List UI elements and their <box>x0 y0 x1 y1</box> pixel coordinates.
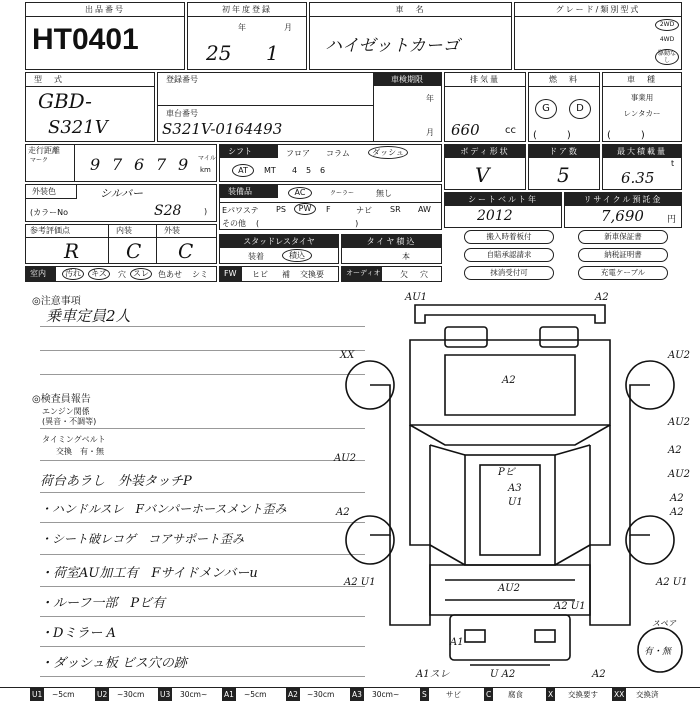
equipment-label: 装備品 <box>220 185 278 198</box>
damage-mark: AU2 <box>668 417 691 428</box>
mileage-digit: 6 <box>134 155 145 174</box>
damage-mark: U1 <box>508 497 523 508</box>
timing-belt-label: タイミングベルト <box>42 435 106 444</box>
studless-loaded: 積込 <box>282 249 312 262</box>
doc-cable: 充電ケーブル <box>578 266 668 280</box>
shift-floor: フロア <box>286 149 310 158</box>
usage-business: 事業用 <box>630 93 654 102</box>
shift-column: コラム <box>326 149 350 158</box>
legend-desc: ~30cm <box>307 690 335 699</box>
vehicle-damage-diagram <box>330 285 700 685</box>
usage-label: 車 種 <box>603 73 681 87</box>
damage-mark: AU1 <box>405 292 428 303</box>
model-type-box <box>25 72 155 142</box>
first-registration-box <box>187 2 307 70</box>
color-box <box>25 184 217 222</box>
model-type-label: 型 式 <box>26 73 154 87</box>
legend-desc: ~5cm <box>52 690 75 699</box>
equip-ps: PS <box>276 205 286 214</box>
equipment-box <box>219 184 442 230</box>
damage-mark: A2 <box>592 669 606 680</box>
damage-mark: A3 <box>508 483 522 494</box>
year-label: 年 <box>238 23 246 32</box>
model-name-label: 車 名 <box>310 3 511 17</box>
color-value: シルバー <box>100 187 143 200</box>
doc-warranty: 新車保証書 <box>578 230 668 244</box>
inspection-label: 車検期限 <box>373 73 441 86</box>
mileage-unit-km: km <box>200 166 211 174</box>
shift-dash: ダッシュ <box>368 146 408 159</box>
damage-mark: A2 <box>502 375 516 386</box>
legend-desc: サビ <box>446 690 461 699</box>
mileage-unit-miles: マイル <box>198 155 216 162</box>
usage-box <box>602 72 682 142</box>
doors-label: ドア数 <box>529 145 599 158</box>
legend-desc: 交換済 <box>636 690 659 699</box>
chassis-label: 車台番号 <box>166 109 198 118</box>
doc-cancel: 抹消受付可 <box>464 266 554 280</box>
engine-sub: (異音・不調等) <box>42 417 97 426</box>
body-type-value: V <box>475 163 490 187</box>
mileage-box <box>25 144 217 182</box>
cond-hole: 穴 <box>118 270 126 279</box>
legend-key: A3 <box>352 690 362 699</box>
exterior-label: 外装 <box>164 226 180 235</box>
max-load-label: 最大積載量 <box>603 145 681 158</box>
mileage-mark-label: マーク <box>30 157 49 164</box>
mileage-digit: 7 <box>156 155 167 174</box>
cond-stain: シミ <box>192 270 208 279</box>
damage-mark: A2 <box>336 507 350 518</box>
displacement-value: 660 <box>451 121 480 139</box>
studless-box <box>219 234 339 264</box>
cond-scratch: キズ <box>88 268 110 280</box>
fuel-box <box>528 72 600 142</box>
max-load-box <box>602 144 682 190</box>
recycle-value: 7,690 <box>601 207 644 225</box>
audio-box <box>341 266 442 282</box>
legend-key: U1 <box>32 690 43 699</box>
fuel-gasoline: G <box>535 99 557 119</box>
equip-ac: AC <box>288 187 312 199</box>
fw-label: FW <box>220 267 242 281</box>
max-load-value: 6.35 <box>621 169 655 187</box>
inspector-line: ・Dミラー A <box>40 626 116 641</box>
inspector-line: ・シート破レコゲ コアサポート歪み <box>40 532 245 546</box>
belt-year-label: シートベルト年 <box>445 193 561 206</box>
doc-insurance: 自賠承認請求 <box>464 248 554 262</box>
first-reg-year: 25 <box>206 41 232 65</box>
interior-condition-box <box>25 266 217 282</box>
legend-desc: 30cm~ <box>372 690 400 699</box>
mileage-digit: 9 <box>90 155 101 174</box>
usage-rental: レンタカー <box>623 109 661 118</box>
exterior-score: C <box>178 239 194 263</box>
damage-mark: Pビ <box>498 467 515 478</box>
interior-label: 内装 <box>116 226 132 235</box>
tire-load-unit: 本 <box>402 252 410 261</box>
recycle-label: リサイクル預託金 <box>565 193 681 206</box>
recycle-unit: 円 <box>667 215 677 225</box>
lot-number: HT0401 <box>32 23 139 56</box>
spare-label: スペア <box>652 619 676 628</box>
equip-other-label: その他 <box>222 219 246 228</box>
interior-condition-label: 室内 <box>26 267 56 281</box>
mileage-digits <box>86 149 196 179</box>
shift-box <box>219 144 442 182</box>
damage-mark: A1スレ <box>416 669 450 680</box>
mileage-label: 走行距離 <box>28 146 60 155</box>
grade-label: グレード/類別型式 <box>515 3 681 17</box>
legend-desc: 交換要す <box>568 690 598 699</box>
fuel-label: 燃 料 <box>529 73 599 87</box>
displacement-box <box>444 72 526 142</box>
inspector-line: ・ハンドルスレ Fバンパーホースメント歪み <box>40 502 287 516</box>
equip-sr: SR <box>390 205 401 214</box>
model-type-code: S321V <box>48 117 108 138</box>
first-reg-month: 1 <box>266 41 279 65</box>
inspector-line: 荷台あラし 外装タッチP <box>40 474 192 489</box>
audio-hole: 穴 <box>420 270 428 279</box>
max-load-unit: t <box>671 159 675 168</box>
damage-mark: XX <box>340 350 355 361</box>
legend-key: C <box>486 690 492 699</box>
fw-crack: ヒビ <box>252 270 268 279</box>
damage-mark: AU2 <box>334 453 357 464</box>
damage-mark: AU2 <box>668 469 691 480</box>
audio-label: オーディオ <box>342 267 382 281</box>
equip-other-paren: ( ) <box>256 219 359 228</box>
body-type-label: ボディ形状 <box>445 145 525 158</box>
model-type-prefix: GBD- <box>38 89 92 113</box>
belt-year-box <box>444 192 562 228</box>
cond-dirt: 汚れ <box>62 268 84 280</box>
equip-eps: Eパワステ <box>222 206 259 215</box>
notes-text: 乗車定員2人 <box>46 307 131 325</box>
damage-mark: A2 <box>668 445 682 456</box>
notes-label: ◎注意事項 <box>32 296 81 307</box>
belt-year-value: 2012 <box>477 208 513 224</box>
equip-pw: PW <box>294 203 316 215</box>
fw-replace: 交換要 <box>300 270 324 279</box>
drive-2wd: 2WD <box>655 19 679 31</box>
registration-label: 登録番号 <box>166 75 198 84</box>
model-name-box <box>309 2 512 70</box>
inspection-month-label: 月 <box>426 128 434 137</box>
damage-mark: AU2 <box>498 583 521 594</box>
legend-desc: 腐食 <box>508 690 523 699</box>
damage-mark: A2 U1 <box>656 577 688 588</box>
fw-box <box>219 266 339 282</box>
inspector-label: ◎検査員報告 <box>32 394 91 405</box>
body-type-box <box>444 144 526 190</box>
model-name: ハイゼットカーゴ <box>325 36 460 56</box>
displacement-label: 排気量 <box>445 73 525 87</box>
lot-number-box <box>25 2 185 70</box>
ref-eval-score: R <box>64 239 80 263</box>
doc-tax: 納税証明書 <box>578 248 668 262</box>
legend-key: A1 <box>224 690 234 699</box>
damage-mark: A2 <box>670 493 684 504</box>
month-label: 月 <box>284 23 292 32</box>
audio-missing: 欠 <box>400 270 408 279</box>
inspector-line: ・ダッシュ板 ビス穴の跡 <box>40 656 187 671</box>
cond-fade: 色あせ <box>158 270 182 279</box>
studless-label: スタッドレスタイヤ <box>220 235 338 248</box>
mileage-digit: 7 <box>112 155 123 174</box>
usage-other: ( ) <box>607 130 645 141</box>
inspection-year-label: 年 <box>426 94 434 103</box>
drive-4wd: 4WD <box>659 36 675 43</box>
shift-label: シフト <box>220 145 278 158</box>
damage-mark: A1 <box>450 637 464 648</box>
registration-box <box>157 72 442 142</box>
fw-repair: 補 <box>282 270 290 279</box>
equip-f: F <box>326 205 331 214</box>
shift-at: AT <box>232 164 254 177</box>
color-label: 外装色 <box>32 187 56 196</box>
color-code-label: (カラーNo <box>30 208 68 217</box>
spare-value: 有・無 <box>644 647 672 657</box>
cond-wear: スレ <box>130 268 152 280</box>
legend-desc: 30cm~ <box>180 690 208 699</box>
shift-4: 4 <box>292 166 298 175</box>
mileage-digit: 9 <box>178 155 189 174</box>
equip-navi: ナビ <box>356 206 372 215</box>
equip-none: 無し <box>376 189 392 198</box>
damage-mark: A2 U1 <box>344 577 376 588</box>
damage-mark: AU2 <box>668 350 691 361</box>
legend-desc: ~5cm <box>244 690 267 699</box>
tire-load-box <box>341 234 442 264</box>
damage-legend <box>0 687 700 701</box>
color-code-close: ) <box>204 207 208 216</box>
legend-key: XX <box>614 690 625 699</box>
equip-aw: AW <box>418 205 431 214</box>
fuel-diesel: D <box>569 99 591 119</box>
color-code: S28 <box>154 203 182 219</box>
timing-belt-sub: 交換 有・無 <box>56 447 104 456</box>
legend-key: U2 <box>97 690 108 699</box>
shift-5: 5 <box>306 166 312 175</box>
damage-mark: U A2 <box>490 669 516 680</box>
damage-mark: A2 <box>670 507 684 518</box>
drive-none: 駆動なし <box>655 49 679 65</box>
grade-box <box>514 2 682 70</box>
ref-eval-label: 参考評価点 <box>30 226 70 235</box>
legend-key: X <box>548 690 554 699</box>
doors-value: 5 <box>557 163 570 187</box>
fuel-other: ( ) <box>533 130 571 141</box>
damage-mark: A2 <box>595 292 609 303</box>
tire-load-label: タイヤ積込 <box>342 235 441 248</box>
inspector-line: ・ルーフ一部 Pビ有 <box>40 596 166 611</box>
shift-6: 6 <box>320 166 326 175</box>
damage-mark: A2 U1 <box>554 601 586 612</box>
legend-desc: ~30cm <box>117 690 145 699</box>
doc-plate: 搬入時着板付 <box>464 230 554 244</box>
legend-key: S <box>422 690 427 699</box>
legend-key: A2 <box>288 690 298 699</box>
doors-box <box>528 144 600 190</box>
equip-cooler: クーラー <box>330 190 355 197</box>
engine-label: エンジン関係 <box>42 407 90 416</box>
recycle-box <box>564 192 682 228</box>
first-registration-label: 初年度登録 <box>188 3 306 17</box>
legend-key: U3 <box>160 690 171 699</box>
studless-mounted: 装着 <box>248 252 264 261</box>
interior-score: C <box>126 239 142 263</box>
evaluation-box <box>25 224 217 264</box>
shift-mt: MT <box>264 166 276 175</box>
chassis-number: S321V-0164493 <box>162 120 283 138</box>
documents-box <box>444 228 682 282</box>
displacement-unit: cc <box>505 125 516 136</box>
lot-number-label: 出品番号 <box>26 3 184 17</box>
inspector-line: ・荷室AU加工有 Fサイドメンバーu <box>40 566 258 581</box>
